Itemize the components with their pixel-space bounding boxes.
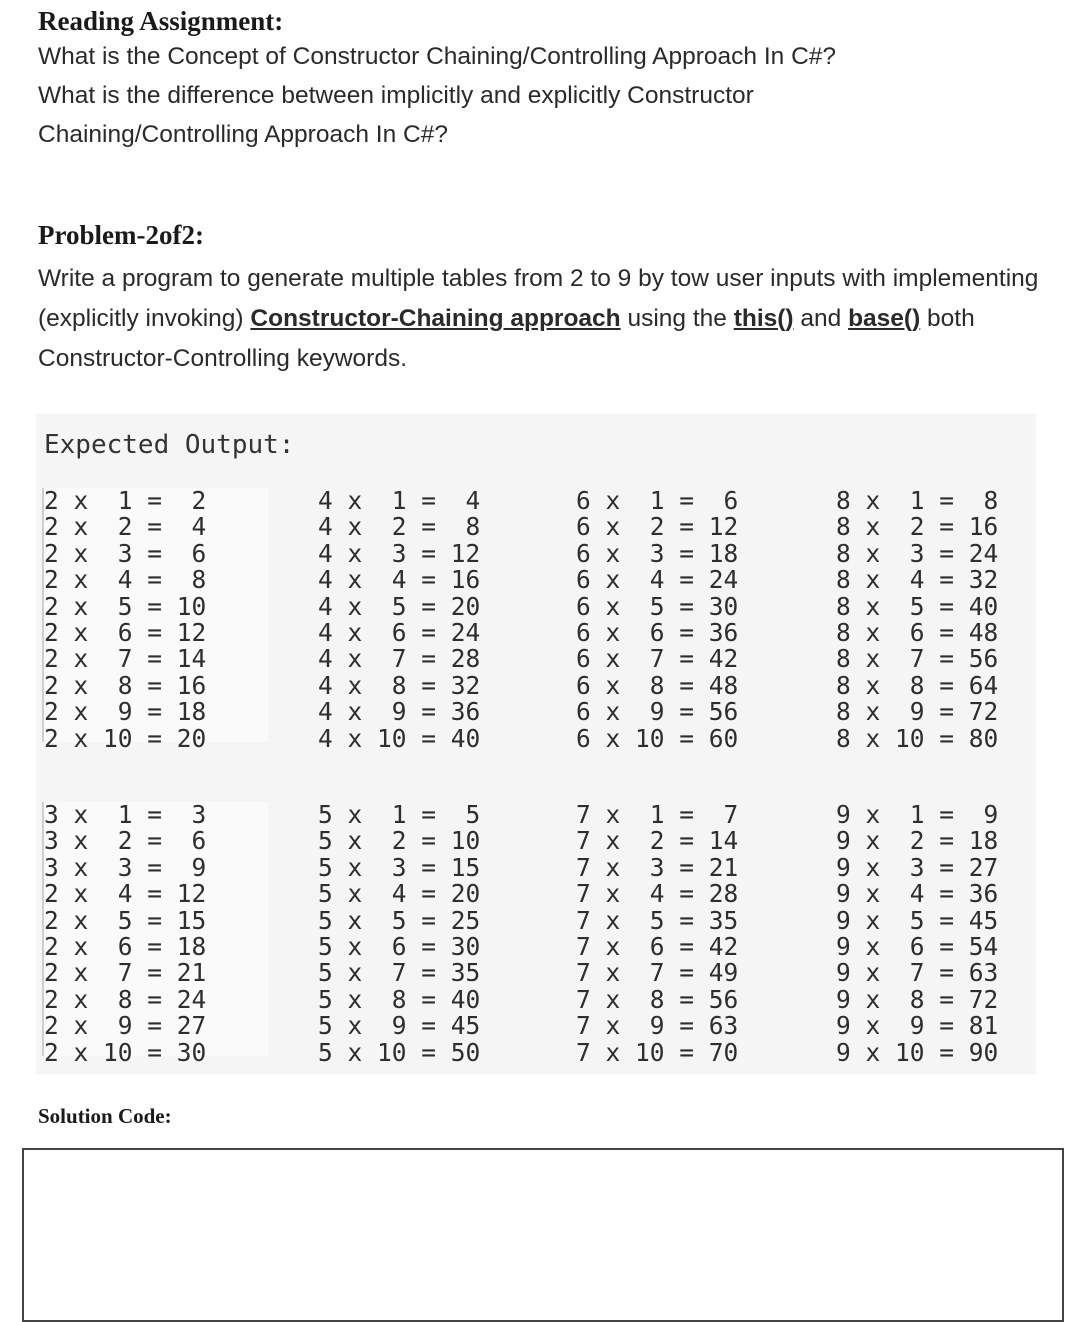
table-line: 6 x 3 = 18 <box>576 538 739 568</box>
table-line: 4 x 9 = 36 <box>318 697 481 727</box>
table-line: 8 x 1 = 8 <box>836 486 999 515</box>
table-line: 9 x 7 = 63 <box>836 958 999 988</box>
table-line: 8 x 4 = 32 <box>836 565 999 595</box>
problem-text-part-2: using the <box>620 305 734 332</box>
table-4 <box>318 486 542 753</box>
expected-output-title: Expected Output: <box>44 430 295 460</box>
table-line: 9 x 10 = 90 <box>836 1037 999 1067</box>
table-line: 2 x 2 = 4 <box>44 512 207 542</box>
table-line: 7 x 1 = 7 <box>576 800 739 829</box>
table-line: 2 x 8 = 24 <box>44 984 207 1014</box>
table-line: 2 x 9 = 18 <box>44 697 207 727</box>
reading-assignment-heading: Reading Assignment: <box>38 6 284 36</box>
table-line: 7 x 6 = 42 <box>576 932 739 962</box>
table-line: 9 x 9 = 81 <box>836 1011 999 1041</box>
table-line: 6 x 7 = 42 <box>576 644 739 674</box>
table-line: 8 x 3 = 24 <box>836 538 999 568</box>
table-line: 9 x 4 = 36 <box>836 879 999 909</box>
table-line: 8 x 7 = 56 <box>836 644 999 674</box>
problem-heading: Problem-2of2: <box>38 220 204 250</box>
table-line: 8 x 2 = 16 <box>836 512 999 542</box>
table-line: 7 x 9 = 63 <box>576 1011 739 1041</box>
table-line: 5 x 7 = 35 <box>318 958 481 988</box>
table-7 <box>576 800 800 1067</box>
table-line: 2 x 10 = 20 <box>44 723 207 753</box>
table-line: 2 x 8 = 16 <box>44 670 207 700</box>
table-line: 8 x 9 = 72 <box>836 697 999 727</box>
table-line: 5 x 9 = 45 <box>318 1011 481 1041</box>
reading-question-2-line-2: Chaining/Controlling Approach In C#? <box>38 121 448 148</box>
table-line: 6 x 6 = 36 <box>576 618 739 648</box>
reading-question-1: What is the Concept of Constructor Chaining/Controlling Approach In C#? <box>38 43 837 70</box>
table-3 <box>42 800 268 1067</box>
table-line: 6 x 1 = 6 <box>576 486 739 515</box>
table-line: 4 x 6 = 24 <box>318 618 481 648</box>
table-line: 4 x 10 = 40 <box>318 723 481 753</box>
table-line: 4 x 3 = 12 <box>318 538 481 568</box>
table-9 <box>836 800 1060 1067</box>
table-line: 7 x 10 = 70 <box>576 1037 739 1067</box>
table-line: 2 x 4 = 12 <box>44 879 207 909</box>
table-line: 2 x 7 = 21 <box>44 958 207 988</box>
expected-output-panel <box>36 414 1036 1074</box>
table-line: 4 x 8 = 32 <box>318 670 481 700</box>
table-line: 2 x 6 = 12 <box>44 618 207 648</box>
table-line: 7 x 7 = 49 <box>576 958 739 988</box>
problem-section <box>38 220 1048 379</box>
problem-text-part-3: and <box>793 305 849 332</box>
table-line: 9 x 8 = 72 <box>836 984 999 1014</box>
table-8 <box>836 486 1060 753</box>
table-line: 8 x 8 = 64 <box>836 670 999 700</box>
table-line: 9 x 3 = 27 <box>836 852 999 882</box>
table-line: 7 x 4 = 28 <box>576 879 739 909</box>
problem-statement <box>38 259 1048 379</box>
table-line: 2 x 7 = 14 <box>44 644 207 674</box>
table-line: 4 x 4 = 16 <box>318 565 481 595</box>
solution-code-label: Solution Code: <box>38 1104 172 1128</box>
table-6 <box>576 486 800 753</box>
table-line: 6 x 4 = 24 <box>576 565 739 595</box>
keyword-constructor-chaining: Constructor-Chaining approach <box>250 305 621 332</box>
table-line: 5 x 4 = 20 <box>318 879 481 909</box>
table-line: 2 x 10 = 30 <box>44 1037 207 1067</box>
table-line: 6 x 9 = 56 <box>576 697 739 727</box>
table-line: 4 x 2 = 8 <box>318 512 481 542</box>
table-line: 7 x 3 = 21 <box>576 852 739 882</box>
table-2 <box>42 486 268 753</box>
table-line: 4 x 7 = 28 <box>318 644 481 674</box>
table-line: 5 x 10 = 50 <box>318 1037 481 1067</box>
table-line: 7 x 2 = 14 <box>576 826 739 856</box>
table-line: 2 x 4 = 8 <box>44 565 207 595</box>
table-line: 9 x 2 = 18 <box>836 826 999 856</box>
table-line: 9 x 5 = 45 <box>836 905 999 935</box>
table-line: 6 x 10 = 60 <box>576 723 739 753</box>
keyword-this: this() <box>733 305 794 332</box>
reading-assignment-section <box>38 6 1038 154</box>
table-line: 5 x 3 = 15 <box>318 852 481 882</box>
table-line: 7 x 8 = 56 <box>576 984 739 1014</box>
table-line: 4 x 5 = 20 <box>318 591 481 621</box>
table-line: 6 x 5 = 30 <box>576 591 739 621</box>
table-line: 5 x 1 = 5 <box>318 800 481 829</box>
table-line: 6 x 2 = 12 <box>576 512 739 542</box>
table-line: 5 x 5 = 25 <box>318 905 481 935</box>
table-line: 8 x 5 = 40 <box>836 591 999 621</box>
table-line: 3 x 3 = 9 <box>44 852 207 882</box>
table-line: 2 x 9 = 27 <box>44 1011 207 1041</box>
table-line: 6 x 8 = 48 <box>576 670 739 700</box>
table-line: 9 x 6 = 54 <box>836 932 999 962</box>
table-line: 2 x 3 = 6 <box>44 538 207 568</box>
table-line: 7 x 5 = 35 <box>576 905 739 935</box>
table-line: 5 x 6 = 30 <box>318 932 481 962</box>
solution-code-box[interactable] <box>22 1148 1064 1322</box>
table-line: 2 x 6 = 18 <box>44 932 207 962</box>
table-line: 8 x 6 = 48 <box>836 618 999 648</box>
keyword-base: base() <box>848 305 921 332</box>
table-line: 5 x 8 = 40 <box>318 984 481 1014</box>
table-line: 2 x 5 = 10 <box>44 591 207 621</box>
table-line: 8 x 10 = 80 <box>836 723 999 753</box>
table-line: 4 x 1 = 4 <box>318 486 481 515</box>
table-line: 5 x 2 = 10 <box>318 826 481 856</box>
problem-text-part-1: Write a program to generate multiple tables from 2 to 9 by tow user inputs with implementing (explicitly invoking) <box>38 265 1039 332</box>
table-5 <box>318 800 542 1067</box>
table-line: 2 x 5 = 15 <box>44 905 207 935</box>
table-line: 2 x 1 = 2 <box>44 486 207 515</box>
reading-question-2-line-1: What is the difference between implicitly and explicitly Constructor <box>38 82 754 109</box>
table-line: 9 x 1 = 9 <box>836 800 999 829</box>
table-line: 3 x 1 = 3 <box>44 800 207 829</box>
table-line: 3 x 2 = 6 <box>44 826 207 856</box>
problem-text-part-4: both Constructor-Controlling keywords. <box>38 305 975 372</box>
